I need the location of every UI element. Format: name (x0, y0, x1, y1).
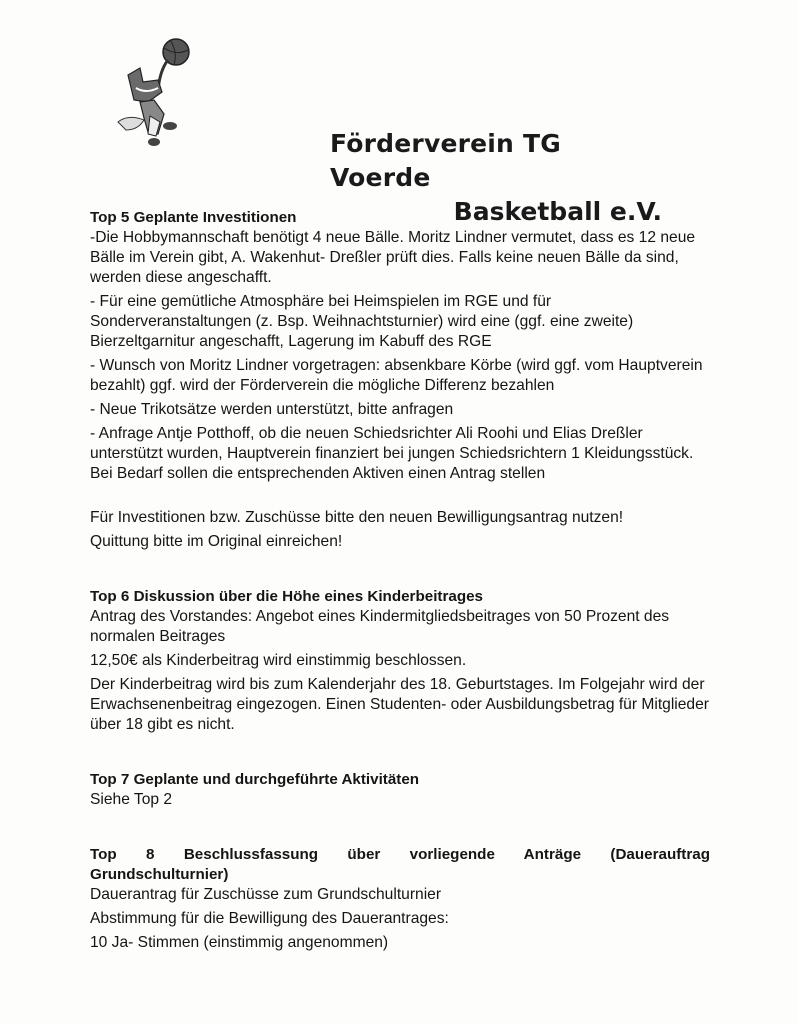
section-heading: Top 8 Beschlussfassung über vorliegende Anträge (Dauerauftrag (90, 846, 710, 863)
section-heading: Top 7 Geplante und durchgeführte Aktivitäten (90, 771, 420, 788)
list-item: - Für eine gemütliche Atmosphäre bei Heimspielen im RGE und für Sonderveranstaltungen (z. Bsp. Weihnachtsturnier) wird eine (ggf. eine zweite) Bierzeltgarnitur angeschafft, Lagerung im Kabuff des RGE (90, 293, 634, 350)
note-text: Für Investitionen bzw. Zuschüsse bitte den neuen Bewilligungsantrag nutzen! (90, 509, 624, 526)
paragraph: Antrag des Vorstandes: Angebot eines Kindermitgliedsbeitrages von 50 Prozent des normalen Beitrages (90, 608, 670, 645)
paragraph: Der Kinderbeitrag wird bis zum Kalenderjahr des 18. Geburtstages. Im Folgejahr wird der Erwachsenenbeitrag eingezogen. Einen Studenten- oder Ausbildungsbetrag für Mitglieder über 18 gibt es nicht. (90, 676, 709, 733)
note-text: Quittung bitte im Original einreichen! (90, 533, 343, 550)
section-heading: Top 5 Geplante Investitionen (90, 209, 297, 226)
section-top8 (90, 845, 710, 953)
list-item: - Wunsch von Moritz Lindner vorgetragen: absenkbare Körbe (wird ggf. vom Hauptverein bezahlt) ggf. wird der Förderverein die mögliche Differenz bezahlen (90, 357, 703, 394)
list-item: -Die Hobbymannschaft benötigt 4 neue Bälle. Moritz Lindner vermutet, dass es 12 neue Bälle im Verein gibt, A. Wakenhut- Dreßler prüft dies. Falls keine neuen Bälle da sind, werden diese angeschafft. (90, 229, 696, 286)
paragraph: Dauerantrag für Zuschüsse zum Grundschulturnier (90, 886, 442, 903)
section-top6 (90, 587, 710, 735)
document-body (90, 208, 710, 953)
title-line-2: Basketball e.V. (453, 197, 662, 226)
paragraph: Siehe Top 2 (90, 791, 173, 808)
title-line-1: Förderverein TG Voerde (330, 129, 561, 192)
mascot-logo-icon (98, 30, 208, 160)
list-item: - Neue Trikotsätze werden unterstützt, bitte anfragen (90, 401, 454, 418)
section-top7 (90, 770, 710, 810)
section-heading-cont: Grundschulturnier) (90, 866, 229, 883)
list-item: - Anfrage Antje Potthoff, ob die neuen Schiedsrichter Ali Roohi und Elias Dreßler unterstützt wurden, Hauptverein finanziert bei jungen Schiedsrichtern 1 Kleidungsstück. Bei Bedarf sollen die entsprechenden Aktiven einen Antrag stellen (90, 425, 694, 482)
section-top5 (90, 208, 710, 552)
section-heading: Top 6 Diskussion über die Höhe eines Kinderbeitrages (90, 588, 483, 605)
paragraph: 10 Ja- Stimmen (einstimmig angenommen) (90, 934, 389, 951)
paragraph: Abstimmung für die Bewilligung des Dauerantrages: (90, 910, 449, 927)
paragraph: 12,50€ als Kinderbeitrag wird einstimmig beschlossen. (90, 652, 467, 669)
